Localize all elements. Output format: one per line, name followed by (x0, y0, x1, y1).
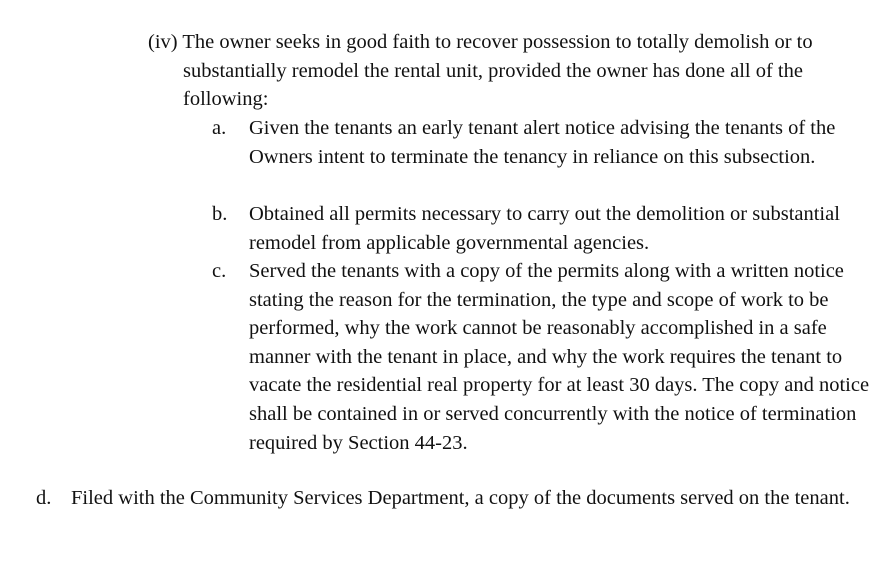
sub-item-c (212, 257, 888, 457)
sub-item-b-marker: b. (212, 203, 228, 225)
clause-iv (148, 28, 848, 114)
sub-item-a-text: Given the tenants an early tenant alert notice advising the tenants of the Owners intent to terminate the tenancy in reliance on this subsection. (249, 117, 836, 168)
sub-item-a (212, 114, 888, 171)
sub-item-c-marker: c. (212, 260, 227, 282)
clause-iv-text: (iv) The owner seeks in good faith to recover possession to totally demolish or to substantially remodel the rental unit, provided the owner has done all of the following: (148, 31, 813, 111)
sub-item-c-text: Served the tenants with a copy of the permits along with a written notice stating the reason for the termination, the type and scope of work to be performed, why the work cannot be reasonably accomplished in a safe manner with the tenant in place, and why the work requires the tenant to vacate the residential real property for at least 30 days. The copy and notice shall be contained in or served concurrently with the notice of termination required by Section 44-23. (249, 260, 870, 454)
sub-item-a-marker: a. (212, 117, 227, 139)
item-d (36, 484, 886, 513)
sub-item-b (212, 200, 888, 257)
item-d-text: Filed with the Community Services Department, a copy of the documents served on the tenant. (71, 487, 850, 509)
sub-item-b-text: Obtained all permits necessary to carry out the demolition or substantial remodel from applicable governmental agencies. (249, 203, 840, 254)
item-d-marker: d. (36, 487, 52, 509)
